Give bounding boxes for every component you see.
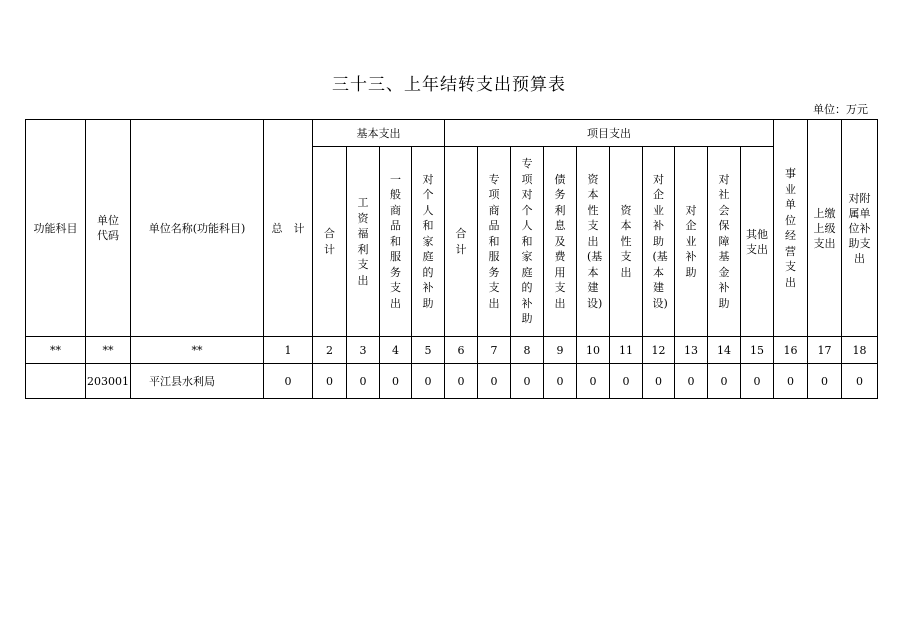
index-cell: ** [131, 337, 264, 364]
header-tail-1: 事业单位经营支出 [774, 120, 808, 337]
header-function-code: 功能科目 [26, 120, 86, 337]
header-unit-code: 单位代码 [86, 120, 131, 337]
header-basic-col: 一般商品和服务支出 [380, 147, 412, 337]
value-cell: 0 [313, 364, 347, 399]
value-cell: 0 [478, 364, 511, 399]
index-cell: 12 [643, 337, 675, 364]
index-cell: 8 [511, 337, 544, 364]
index-cell: ** [86, 337, 131, 364]
index-cell: 1 [264, 337, 313, 364]
value-cell: 0 [675, 364, 708, 399]
value-cell: 0 [842, 364, 878, 399]
value-cell: 0 [264, 364, 313, 399]
index-cell: 5 [412, 337, 445, 364]
index-cell: 13 [675, 337, 708, 364]
value-cell: 0 [643, 364, 675, 399]
value-cell: 0 [577, 364, 610, 399]
index-cell: 3 [347, 337, 380, 364]
value-cell: 0 [511, 364, 544, 399]
header-project-col: 专项对个人和家庭的补助 [511, 147, 544, 337]
header-row-1 [26, 120, 878, 147]
function-code-cell [26, 364, 86, 399]
header-tail-2: 上缴上级支出 [808, 120, 842, 337]
header-project-col: 资本性支出(基本建设) [577, 147, 610, 337]
header-project-col: 对企业补助 [675, 147, 708, 337]
index-row [26, 337, 878, 364]
value-cell: 0 [774, 364, 808, 399]
index-cell: 7 [478, 337, 511, 364]
index-cell: 18 [842, 337, 878, 364]
budget-table [25, 119, 878, 399]
index-cell: 16 [774, 337, 808, 364]
index-cell: 10 [577, 337, 610, 364]
header-project-col: 合计 [445, 147, 478, 337]
value-cell: 0 [544, 364, 577, 399]
value-cell: 0 [347, 364, 380, 399]
header-basic-col: 对个人和家庭的补助 [412, 147, 445, 337]
value-cell: 0 [708, 364, 741, 399]
header-basic-group: 基本支出 [313, 120, 445, 147]
header-project-group: 项目支出 [445, 120, 774, 147]
index-cell: 2 [313, 337, 347, 364]
page-title: 三十三、上年结转支出预算表 [332, 75, 566, 95]
header-project-col: 债务利息及费用支出 [544, 147, 577, 337]
index-cell: 4 [380, 337, 412, 364]
header-project-col: 专项商品和服务支出 [478, 147, 511, 337]
value-cell: 0 [380, 364, 412, 399]
value-cell: 0 [808, 364, 842, 399]
unit-code-cell: 203001 [86, 364, 131, 399]
unit-label: 单位：万元 [813, 103, 868, 116]
header-project-col: 其他支出 [741, 147, 774, 337]
header-project-col: 对社会保障基金补助 [708, 147, 741, 337]
value-cell: 0 [610, 364, 643, 399]
header-basic-col: 合计 [313, 147, 347, 337]
index-cell: 14 [708, 337, 741, 364]
index-cell: 15 [741, 337, 774, 364]
value-cell: 0 [741, 364, 774, 399]
unit-name-cell: 平江县水利局 [131, 364, 264, 399]
index-cell: 17 [808, 337, 842, 364]
index-cell: 11 [610, 337, 643, 364]
header-tail-3: 对附属单位补助支出 [842, 120, 878, 337]
table-row [26, 364, 878, 399]
header-unit-name: 单位名称(功能科目) [131, 120, 264, 337]
index-cell: 6 [445, 337, 478, 364]
header-project-col: 对企业补助(基本建设) [643, 147, 675, 337]
header-total: 总 计 [264, 120, 313, 337]
index-cell: 9 [544, 337, 577, 364]
header-project-col: 资本性支出 [610, 147, 643, 337]
index-cell: ** [26, 337, 86, 364]
value-cell: 0 [412, 364, 445, 399]
header-basic-col: 工资福利支出 [347, 147, 380, 337]
value-cell: 0 [445, 364, 478, 399]
